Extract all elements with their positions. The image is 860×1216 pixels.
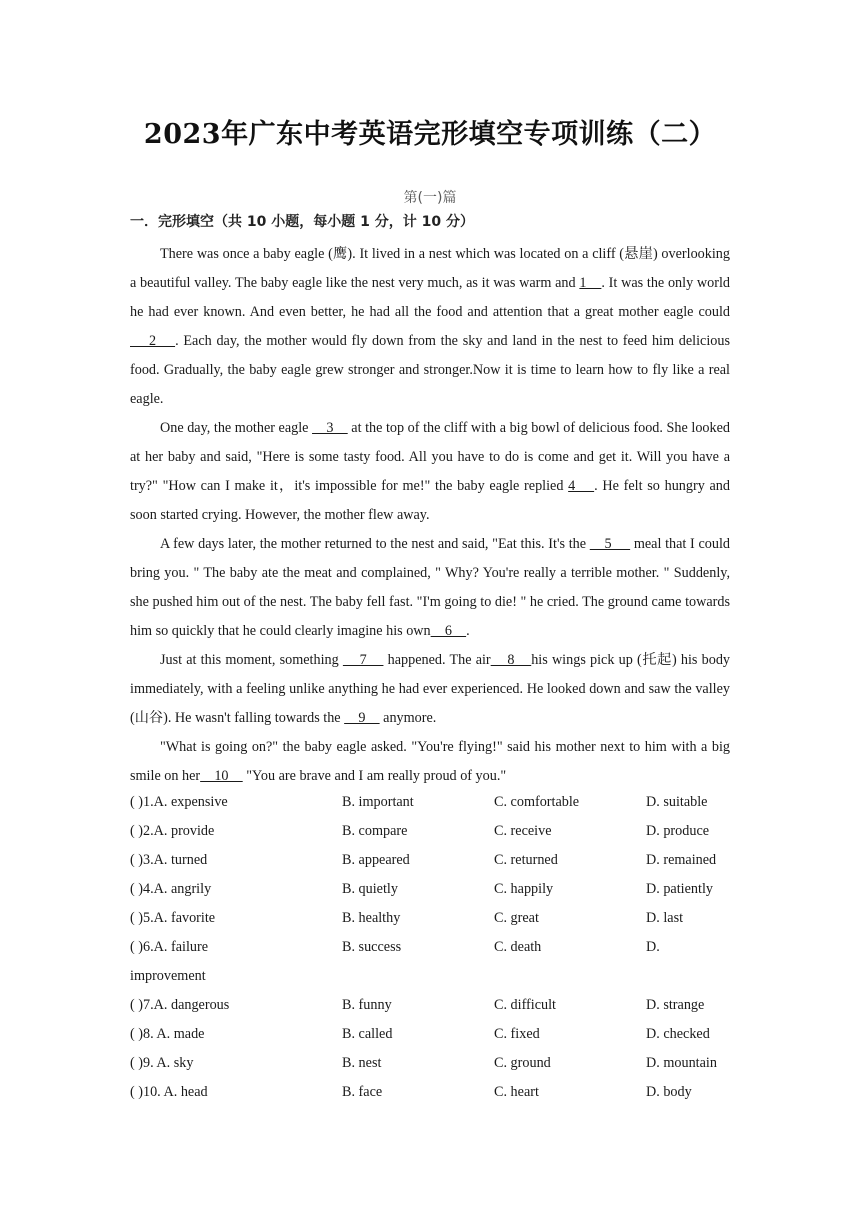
question-row [130,1020,730,1049]
question-option-b: B. quietly [342,881,398,897]
question-option-d: D. mountain [646,1055,717,1071]
passage-text: happened. The air [383,652,491,668]
question-option-b: B. face [342,1084,383,1100]
question-option-d: D. [646,939,660,955]
answer-blank: 10 [200,768,243,784]
answer-blank: 7 [342,652,384,668]
question-option-d: D. last [646,910,684,926]
passage-paragraph [130,414,730,530]
question-option-d: D. strange [646,997,705,1013]
section-heading-text: 一．完形填空（共 10 小题，每小题 1 分，计 10 分） [130,214,474,230]
answer-blank: 4 [568,478,595,494]
question-option-a: ( )8. A. made [130,1026,205,1042]
passage-text: A few days later, the mother returned to the nest and said, "Eat this. It's the [160,536,590,552]
question-row [130,1049,730,1078]
question-option-b: B. healthy [342,910,401,926]
answer-blank: 5 [589,536,631,552]
question-option-a: ( )5.A. favorite [130,910,216,926]
section-heading [130,211,474,231]
question-option-b: B. appeared [342,852,410,868]
question-row [130,991,730,1020]
question-option-d: D. checked [646,1026,710,1042]
question-row [130,788,730,817]
question-option-b: B. success [342,939,402,955]
page-title: 2023年广东中考英语完形填空专项训练（二） [143,119,717,150]
question-option-d: D. body [646,1084,692,1100]
passage-text: at the top of the cliff with a big bowl of delicious food. She looked at her baby and said, "Here is some tasty food. All you have to do is come and get it. Will you have a try?" "How can I make it，it's impossible for me!" the baby eagle replied [130,420,730,494]
question-option-c: C. happily [494,881,554,897]
question-option-b: B. called [342,1026,393,1042]
question-option-a: ( )9. A. sky [130,1055,194,1071]
answer-blank: 3 [312,420,348,436]
passage-text: . He felt so hungry and soon started crying. However, the mother flew away. [130,478,730,523]
question-option-a: ( )4.A. angrily [130,881,212,897]
cloze-passage [130,240,730,791]
passage-text: One day, the mother eagle [160,420,313,436]
question-option-c: C. heart [494,1084,539,1100]
passage-paragraph [130,646,730,733]
question-option-a: ( )2.A. provide [130,823,215,839]
answer-options [130,788,730,1107]
passage-text: meal that I could bring you. " The baby ate the meat and complained, " Why? You're really a terrible mother. " Suddenly, she pushed him out of the nest. The baby fell fast. "I'm going to die! " he cried. The ground came towards him so quickly that he could clearly imagine his own [130,536,730,639]
passage-text: "You are brave and I am really proud of you." [242,768,507,784]
question-option-c: C. ground [494,1055,551,1071]
passage-text: anymore. [379,710,437,726]
passage-text: . [466,623,470,639]
answer-blank: 2 [130,333,176,349]
question-row [130,846,730,875]
passage-text: "What is going on?" the baby eagle asked. "You're flying!" said his mother next to him with a big smile on her [130,739,730,784]
question-option-c: C. great [494,910,539,926]
passage-text: his wings pick up (托起) his body immediately, with a feeling unlike anything he had ever experienced. He looked down and saw the valley (山谷). He wasn't falling towards the [130,652,731,726]
passage-paragraph [130,530,730,646]
question-row [130,1078,730,1107]
question-row [130,875,730,904]
question-option-b: B. funny [342,997,392,1013]
question-option-a: ( )7.A. dangerous [130,997,230,1013]
question-option-d: D. produce [646,823,710,839]
answer-blank: 6 [430,623,467,639]
question-option-c: C. fixed [494,1026,540,1042]
passage-paragraph [130,733,730,791]
question-option-b: B. compare [342,823,408,839]
question-option-a: ( )6.A. failure [130,939,208,955]
question-option-c: C. death [494,939,542,955]
question-option-b: B. nest [342,1055,382,1071]
question-row [130,904,730,933]
question-option-a: ( )10. A. head [130,1084,208,1100]
question-option-a: ( )1.A. expensive [130,794,228,810]
question-option-d-continued: improvement [130,968,206,984]
question-option-b: B. important [342,794,414,810]
question-option-c: C. returned [494,852,558,868]
question-option-c: C. comfortable [494,794,580,810]
answer-blank: 9 [344,710,380,726]
passage-text: . Each day, the mother would fly down from the sky and land in the nest to feed him delicious food. Gradually, the baby eagle grew stronger and stronger.Now it is time to learn how to fly like a real eagle. [130,333,731,407]
answer-blank: 1 [579,275,602,291]
passage-text: There was once a baby eagle (鹰). It lived in a nest which was located on a cliff (悬崖) overlooking a beautiful valley. The baby eagle like the nest very much, as it was warm and [130,246,730,291]
question-row-continuation [130,962,730,991]
passage-subtitle: 第(一)篇 [403,190,457,206]
question-option-c: C. receive [494,823,552,839]
question-option-c: C. difficult [494,997,557,1013]
question-row [130,817,730,846]
passage-paragraph [130,240,730,414]
question-option-d: D. suitable [646,794,708,810]
answer-blank: 8 [490,652,532,668]
passage-text: . It was the only world he had ever known. And even better, he had all the food and attention that a great mother eagle could [130,275,730,320]
question-option-a: ( )3.A. turned [130,852,208,868]
question-option-d: D. patiently [646,881,713,897]
passage-text: Just at this moment, something [160,652,343,668]
question-row [130,933,730,962]
question-option-d: D. remained [646,852,717,868]
